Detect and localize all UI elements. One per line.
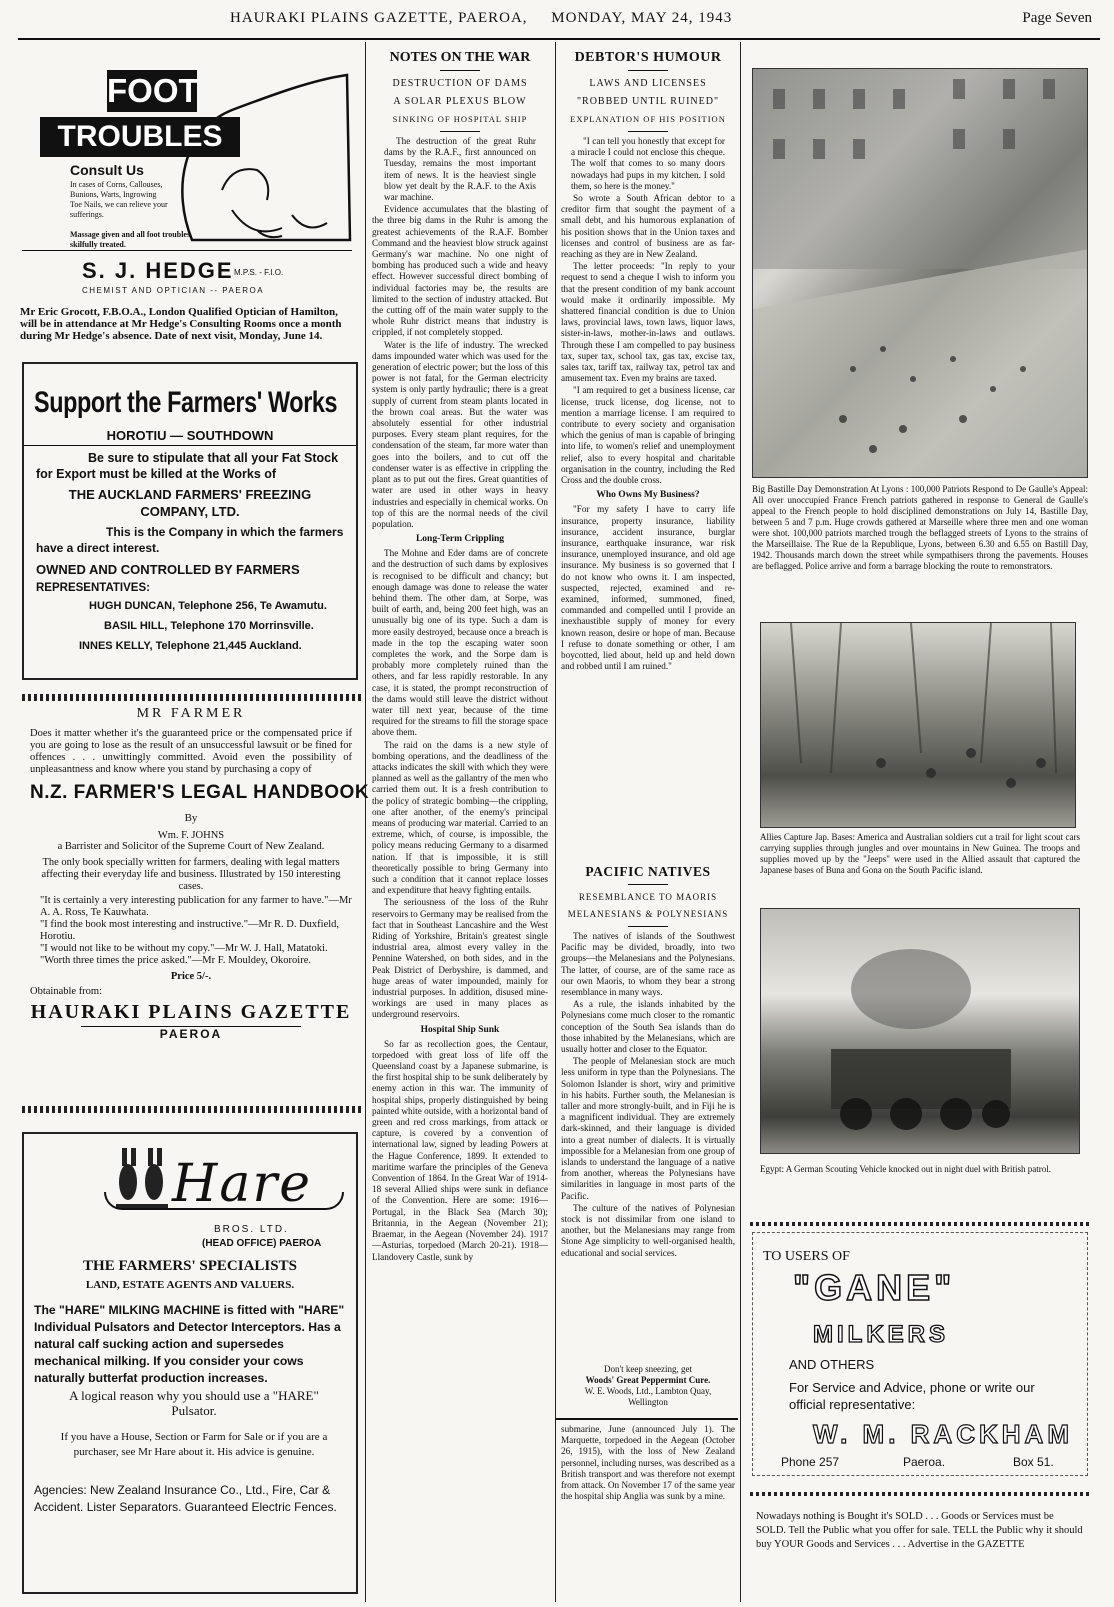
- dotted-border: [750, 1222, 1090, 1226]
- company-name: THE AUCKLAND FARMERS' FREEZING COMPANY, LTD.: [68, 487, 312, 519]
- dotted-border: [750, 1492, 1090, 1496]
- debtor-paragraph: The letter proceeds: "In reply to your request to send a cheque I wish to inform you that the present condition of my bank account would make it ordinarily impossible. My shattered financial condition is due to Union laws, provincial laws, town laws, liquor laws, sister-in-laws, mother-in-laws and outlaws. Through these I am compelled to pay business tax, super tax, school tax, gas tax, excise tax, sales tax, tariff tax, railway tax, petrol tax and amusement tax. Even my brains are taxed.: [561, 261, 735, 384]
- pacific-paragraph: The people of Melanesian stock are much less uniform in type than the Polynesians. The Solomon Islander is short, wiry and primitive in his habits. Further south, the Melanesian is taller and more strongly-built, and in Fiji he is a magnificent individual. They are extremely dark-skinned, and their language is divided into a great number of dialects. It is virtually impossible for a Melanesian from one group of islands to understand the language of a native from another, whereas the Polynesians have similarities in language in most parts of the Pacific.: [561, 1056, 735, 1201]
- woods-line: W. E. Woods, Ltd., Lambton Quay,: [584, 1386, 712, 1396]
- war-paragraph: The raid on the dams is a new style of bombing operations, and the deadliness of the attacks indicates the skill with which they were planned as well as the gallantry of the men who carried them out. It is a fresh contribution to the policy of strategic bombing—the crippling, one after another, of the enemy's principal means of producing war material. Carried to an extreme, which, of course, is impossible, the policy means reducing Germany to a disarmed nation. If that is impossible, it is still theoretically possible to bring Germany into such a condition that it cannot replace losses and expenditure that heavy fighting entails.: [372, 739, 548, 896]
- debtor-paragraph: "For my safety I have to carry life insurance, property insurance, liability insurance, accident insurance, burglar insurance, earthquake insurance, war risk insurance, unemployed insurance, and old age insurance. My business is so governed that I do not know who owns it. I am inspected, suspected, rejected, examined and re-examined, informed, summoned, fined, commanded and compelled until I provide an inexhaustible supply of money for every known reason, desire or hope of man. Because I refuse to donate something or other, I am boycotted, lied about, held up and held down and robbed until I am ruined.": [561, 504, 735, 672]
- column-divider: [740, 42, 741, 1602]
- hedge-trade: CHEMIST AND OPTICIAN -- PAEROA: [82, 286, 265, 295]
- new-guinea-photo: [760, 622, 1076, 828]
- header-rule: [18, 38, 1100, 40]
- quote-duxfield: "I find the book most interesting and instructive."—Mr R. D. Duxfield, Horotiu.: [40, 919, 340, 942]
- debtor-heading-explanation: EXPLANATION OF HIS POSITION: [570, 114, 726, 124]
- pacific-paragraph: As a rule, the islands inhabited by the Polynesians come much closer to the romantic conception of the South Sea islands than do those inhabited by the Melanesians, which are usually hotter and closer to the Equator.: [561, 999, 735, 1055]
- author-name: Wm. F. JOHNS: [157, 830, 225, 841]
- optician-notice: Mr Eric Grocott, F.B.O.A., London Qualified Optician of Hamilton, will be in attendance at Mr Hedge's Consulting Rooms once a month during Mr Hedge's absence. Date of next visit, Monday, June 14.: [20, 306, 342, 342]
- war-lead: The destruction of the great Ruhr dams by the R.A.F., first announced on Tuesday, remains the most important item of news. It is the heaviest single blow yet dealt by the R.A.F. to the Axis war machine.: [384, 136, 536, 203]
- masthead: HAURAKI PLAINS GAZETTE, PAEROA,: [230, 10, 528, 26]
- war-paragraph: Water is the life of industry. The wrecked dams impounded water which was used for the generation of electric power; but the loss of this power is not fatal, for the German electricity system is only partly hydraulic; there is a great supply of current from steam plants located in the brown coal areas. But the water was absolutely essential for other industrial purposes. Every steam plant requires, for the condensation of the steam, far more water than goes into the boilers, and to cut off the condenser water is as effective in crippling the plant as to put out the fires. Great quantities of water are used in other ways in heavy industries and especially in chemical works. On top of this are the normal needs of the civil population.: [372, 339, 548, 529]
- lyons-street-illustration: [753, 69, 1088, 478]
- dotted-border-top: [22, 694, 362, 701]
- handbook-intro: Does it matter whether it's the guaranteed price or the compensated price if you are going to lose as the result of an unsuccessful lawsuit or be fined for offences . . . unwittingly committed. Avoid even the possibility of unpleasantness and know where you stand by purchasing a copy of: [30, 728, 352, 775]
- rep-kelly: INNES KELLY, Telephone 21,445 Auckland.: [79, 640, 302, 652]
- handbook-ad: [30, 706, 370, 1106]
- and-others: AND OTHERS: [789, 1357, 875, 1372]
- pacific-heading-melanesians: MELANESIANS & POLYNESIANS: [567, 909, 729, 919]
- horotiu-southdown: HOROTIU — SOUTHDOWN: [24, 428, 356, 446]
- jungle-illustration: [761, 623, 1076, 828]
- quote-hall: "I would not like to be without my copy."—Mr W. J. Hall, Matatoki.: [40, 943, 328, 954]
- page-header: [0, 10, 1114, 32]
- masthead-line: [230, 10, 732, 27]
- debtor-paragraph: So wrote a South African debtor to a creditor firm that sought the payment of a small debt, and his humorous explanation of his position shows that in the Union taxes and licenses and control of business are as far-reaching as they are in New Zealand.: [561, 193, 735, 260]
- column-rule: [556, 1418, 738, 1420]
- author-description: a Barrister and Solicitor of the Supreme Court of New Zealand.: [57, 841, 325, 852]
- hare-logo: Hare: [172, 1154, 312, 1214]
- head-office: (HEAD OFFICE) PAEROA: [202, 1238, 322, 1249]
- hare-ad: [22, 1132, 358, 1594]
- column-divider: [365, 42, 366, 1602]
- vehicle-illustration: [761, 909, 1080, 1154]
- logo-troubles: TROUBLES: [40, 117, 240, 157]
- rep-hill: BASIL HILL, Telephone 170 Morrinsville.: [104, 620, 314, 632]
- war-paragraph: The Mohne and Eder dams are of concrete and the destruction of such dams by explosives is recognised to be difficult and chancy; but enough damage was done to release the water behind them. The other dam, at Sorpe, was built of earth, and, being 200 feet high, was an unusually big one of its type. Such a dam is more easily destroyed, because once a breach is made in the top the escaping water soon completes the work, and the Sorpe dam is probably more completely ruined than the others, and far less rapidly restorable. In any case, it is stated, the prompt reconstruction of the dams would still leave the district without water till next year, because of the time required for the streams to fill the storage space above them.: [372, 548, 548, 738]
- lyons-caption: Big Bastille Day Demonstration At Lyons : 100,000 Patriots Respond to De Gaulle's Appeal: All over unoccupied France French patriots gathered in response to General de Gaulle's appeal to the French people to hold disciplined demonstrations on July 14, Bastille Day, between 5 and 7 p.m. Huge crowds gathered at Marseille where three men and one woman were shot. 100,000 patriots marched trough the beflagged streets of Lyons to the strains of the Marseillaise. The Rue de la Republique, Lyons, between 6.30 and 6.55 on Bastill Day, 1942. Thousands march down the street while sympathisers throng the pavements. Houses are beflagged. Police arrive and form a barrage blocking the route to remonstrators.: [752, 484, 1088, 571]
- hedge-ad: [22, 62, 352, 298]
- consult-heading: Consult Us: [70, 162, 144, 178]
- gazette-name: HAURAKI PLAINS GAZETTE: [30, 1001, 352, 1023]
- mr-farmer-title: MR FARMER: [136, 706, 246, 721]
- debtor-title: DEBTOR'S HUMOUR: [574, 50, 722, 65]
- war-paragraph: The seriousness of the loss of the Ruhr reservoirs to Germany may be realised from the fact that in Southeast Lancashire and the West Riding of Yorkshire, Britain's greatest single industrial area, almost every valley in the Pennine Watershed, on both sides, and in the Peak District of Derbyshire, is dammed, and huge areas of water impounded, mainly for industrial purposes. In addition, disused mine-workings are used in many places as underground reservoirs.: [372, 897, 548, 1020]
- pulsator-reason: A logical reason why you should use a "HARE" Pulsator.: [69, 1388, 319, 1418]
- phone-number: Phone 257: [781, 1455, 840, 1469]
- page-number: Page Seven: [1022, 10, 1092, 26]
- woods-product: Woods' Great Peppermint Cure.: [585, 1375, 711, 1385]
- debtor-heading-laws: LAWS AND LICENSES: [589, 78, 707, 89]
- stipulate-text: Be sure to stipulate that all your Fat Stock for Export must be killed at the Works of: [36, 451, 339, 481]
- handbook-description: The only book specially written for farmers, dealing with legal matters affecting their everyday life and business. Illustrated by 150 interesting cases.: [41, 857, 341, 892]
- to-users-of: TO USERS OF: [763, 1249, 850, 1264]
- rule: [628, 884, 668, 885]
- po-box: Box 51.: [1013, 1455, 1054, 1469]
- gane-town: Paeroa.: [903, 1455, 946, 1469]
- pacific-paragraph: The culture of the natives of Polynesian stock is not dissimilar from one island to another, but the Melanesians may range from Stone Age simplicity to well-organised health, educational and social services.: [561, 1202, 735, 1258]
- dotted-border-bottom: [22, 1106, 362, 1113]
- pacific-title: PACIFIC NATIVES: [585, 864, 711, 879]
- war-title: NOTES ON THE WAR: [389, 50, 531, 65]
- woods-ad: [561, 1364, 735, 1408]
- owned-controlled: OWNED AND CONTROLLED BY FARMERS: [36, 562, 300, 577]
- rackham-name: W. M. RACKHAM: [813, 1419, 1073, 1449]
- war-heading-hospital: SINKING OF HOSPITAL SHIP: [392, 114, 528, 124]
- quote-mouldey: "Worth three times the price asked."—Mr F. Mouldey, Okoroire.: [40, 955, 311, 966]
- war-paragraph: So far as recollection goes, the Centaur, torpedoed with great loss of life off the Queensland coast by a Japanese submarine, is the first hospital ship to be sunk deliberately by enemy action in this war. The immunity of hospital ships, properly distinguished by being painted white outside, with a horizontal band of green and red cross markings, from attack or capture, is covered by a convention of international law, signed by leading Powers at the Hague Conference, 1899. It extended to maritime warfare the principles of the Geneva Convention of 1864. In the Great War of 1914-18 several Allied ships were sunk in defiance of the Convention. Here are some: 1916—Portugal, in the Black Sea (March 30); Britannia, in the Aegean (November 21); Braemar, in the Aegean (November 24). 1917—Asturias, torpedoed (March 20-21). 1918—Llandovery Castle, sunk by: [372, 1038, 548, 1262]
- gazette-paeroa: PAEROA: [81, 1026, 301, 1041]
- gane-brand: "GANE": [793, 1267, 956, 1308]
- obtainable-label: Obtainable from:: [30, 986, 103, 997]
- hedge-quals: M.P.S. - F.I.O.: [234, 268, 284, 277]
- notes-on-war-column: [372, 48, 548, 1604]
- ad-rule: [22, 250, 352, 251]
- by-label: By: [184, 812, 198, 824]
- house-sale-text: If you have a House, Section or Farm for Sale or if you are a purchaser, see Mr Hare about it. His advice is genuine.: [60, 1431, 328, 1458]
- rule: [440, 70, 480, 71]
- gane-milkers-ad: [752, 1232, 1088, 1476]
- price: Price 5/-.: [170, 971, 212, 982]
- war-heading-blow: A SOLAR PLEXUS BLOW: [393, 96, 527, 107]
- pacific-heading-maoris: RESEMBLANCE TO MAORIS: [578, 892, 718, 902]
- rule: [628, 70, 668, 71]
- woods-line: Wellington: [628, 1397, 668, 1407]
- debtor-paragraph: "I can tell you honestly that except for a miracle I could not enclose this cheque. The wolf that comes to so many doors nowadays had pups in my kitchen. I sold them, so here is the money.": [571, 136, 725, 191]
- quote-ross: "It is certainly a very interesting publication for any farmer to have."—Mr A. A. Ross, Te Kauwhata.: [40, 895, 352, 918]
- debtor-subheading: Who Owns My Business?: [596, 490, 700, 501]
- debtors-humour-column: [561, 48, 735, 868]
- direct-interest: This is the Company in which the farmers have a direct interest.: [36, 525, 344, 555]
- farmers-specialists: THE FARMERS' SPECIALISTS: [83, 1258, 297, 1274]
- rule: [628, 926, 668, 927]
- hare-bros: BROS. LTD.: [214, 1224, 289, 1235]
- agencies-text: Agencies: New Zealand Insurance Co., Ltd., Fire, Car & Accident. Lister Separators. Guaranteed Electric Fences.: [34, 1483, 337, 1514]
- massage-text: Massage given and all foot troubles skilfully treated.: [70, 230, 191, 249]
- egypt-vehicle-photo: [760, 908, 1080, 1154]
- milkers-label: MILKERS: [813, 1321, 949, 1348]
- rule: [628, 131, 668, 132]
- conditions-list: In cases of Corns, Callouses, Bunions, Warts, Ingrowing Toe Nails, we can relieve your sufferings.: [70, 180, 168, 219]
- issue-date: MONDAY, MAY 24, 1943: [551, 10, 733, 26]
- new-guinea-caption: Allies Capture Jap. Bases: America and Australian soldiers cut a trail for light scout cars carrying supplies through jungles and over mountains in New Guinea. The troops and supplies moved up by the "Jeeps" were used in the Allied assault that captured the Japanese bases of Buna and Gona on the South Pacific island.: [760, 832, 1080, 875]
- handbook-title: N.Z. FARMER'S LEGAL HANDBOOK: [30, 782, 370, 803]
- logo-foot: FOOT: [107, 70, 197, 112]
- service-advice: For Service and Advice, phone or write our official representative:: [789, 1380, 1035, 1412]
- war-heading-dams: DESTRUCTION OF DAMS: [392, 78, 528, 89]
- war-paragraph: Evidence accumulates that the blasting of the three big dams in the Ruhr is among the greatest achievements of the R.A.F. Bomber Command and the heaviest blow struck against Germany's war machine. No one night of bombing has produced such a wide and heavy effect. However successful direct bombing of individual factories may be, the results are limited to the section of industry attacked. But the cutting off of the main water supply to the whole Ruhr district means that industry is crippled, if not completely stopped.: [372, 204, 548, 338]
- representatives-label: REPRESENTATIVES:: [36, 582, 150, 594]
- pacific-natives-column: [561, 862, 735, 1294]
- egypt-caption: Egypt: A German Scouting Vehicle knocked out in night duel with British patrol.: [760, 1164, 1052, 1174]
- rep-duncan: HUGH DUNCAN, Telephone 256, Te Awamutu.: [89, 600, 327, 612]
- hedge-name: S. J. HEDGE: [82, 258, 234, 283]
- debtor-paragraph: "I am required to get a business license, car license, truck license, dog license, not to mention a marriage license. I am required to contribute to every society and organisation which the genius of man is capable of bringing into life, to women's relief and unemployment relief, also to every hospital and charitable organisation in the country, including the Red Cross and the double cross.: [561, 385, 735, 486]
- hospital-ship-continued: submarine, June (announced July 1). The Marquette, torpedoed in the Aegean (October 26, 1915), with the loss of New Zealand personnel, including nurses, was described as a British transport and was therefore not exempt from attack. On November 17 of the same year the hospital ship Anglia was sunk by a mine.: [561, 1424, 735, 1502]
- war-subheading-hospital: Hospital Ship Sunk: [420, 1024, 500, 1035]
- lyons-demonstration-photo: [752, 68, 1088, 478]
- logo-swash: [104, 1192, 344, 1210]
- estate-agents: LAND, ESTATE AGENTS AND VALUERS.: [85, 1279, 295, 1291]
- advertise-notice: Nowadays nothing is Bought it's SOLD . . . Goods or Services must be SOLD. Tell the Public what you offer for sale. TELL the Public why it should buy YOUR Goods and Services . . . Advertise in the GAZETTE: [756, 1511, 1083, 1550]
- debtor-heading-robbed: "ROBBED UNTIL RUINED": [576, 96, 720, 107]
- pacific-paragraph: The natives of islands of the Southwest Pacific may be divided, broadly, into two groups—the Melanesians and the Polynesians. The latter, of course, are of the same race as our own Maoris, to whom they bear a strong resemblance in many ways.: [561, 931, 735, 998]
- farmers-works-title: Support the Farmers' Works: [34, 386, 338, 419]
- farmers-works-ad: [22, 362, 358, 680]
- war-subheading-crippling: Long-Term Crippling: [415, 534, 505, 545]
- rule: [440, 131, 480, 132]
- woods-line: Don't keep sneezing, get: [603, 1364, 693, 1374]
- column-divider: [555, 42, 556, 1602]
- milking-machine-text: The "HARE" MILKING MACHINE is fitted with "HARE" Individual Pulsators and Detector Interceptors. Has a natural calf sucking action and supersedes mechanical milking. If you consider your cows naturally butterfat production increases.: [34, 1303, 345, 1385]
